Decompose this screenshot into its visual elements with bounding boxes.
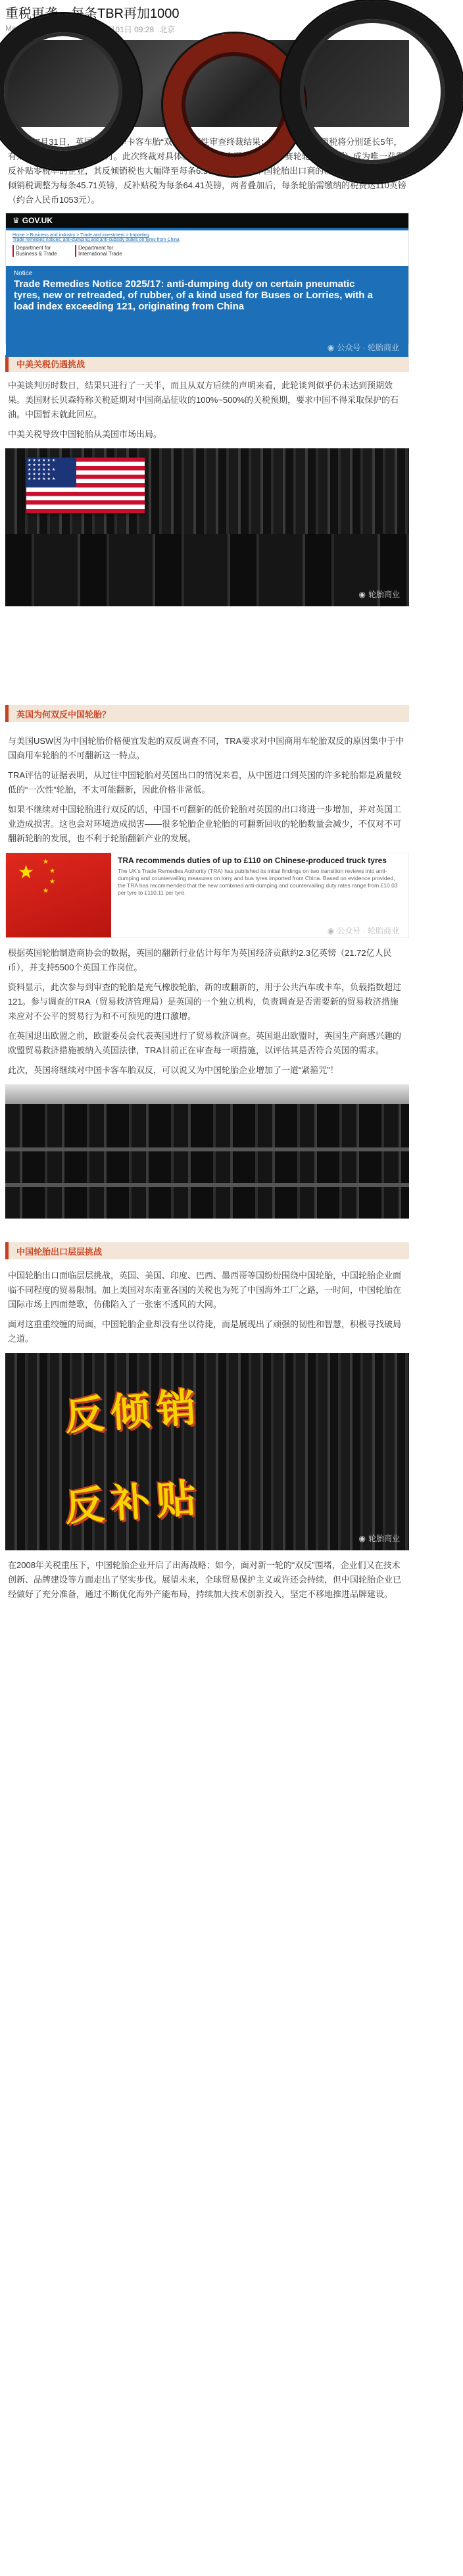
s3-paragraph-3: 在2008年关税重压下，中国轮胎企业开启了出海战略；如今，面对新一轮的“双反”围堵，企业们又在技术创新、品牌建设等方面走出了坚实步伐。展望未来，全球贸易保护主义或许还会持续，但中国轮胎企业已经做好了充分准备，通过不断优化海外产能布局，持续加大技术创新投入，坚定不移地推进品牌建设。 — [8, 1560, 402, 1599]
china-flag: ★ ★ ★ ★ ★ — [6, 853, 111, 937]
tyre-stack-image — [5, 1084, 409, 1219]
s3-watermark — [359, 1533, 401, 1544]
s3-paragraph-2: 面对这重重绞缠的局面，中国轮胎企业却没有坐以待毙，而是展现出了顽强的韧性和智慧，积极寻找破局之道。 — [8, 1319, 402, 1344]
s1-paragraph-1: 中美谈判历时数日，结果只进行了一天半，而且从双方后续的声明来看，此轮谈判似乎仍未达到预期效果。美国财长贝森特称关税延期对中国商品征收的100%~500%的关税预期，要求中国不得采取保护的石油。中国暂未就此回应。 — [8, 381, 399, 419]
watermark-text: 公众号 · 轮胎商业 — [337, 926, 399, 935]
crown-icon: ♛ — [12, 216, 20, 225]
govuk-notice-screenshot — [5, 213, 409, 352]
s2-paragraph-7: 此次，英国将继续对中国卡客车胎双反，可以说又为中国轮胎企业增加了一道“紧箍咒”！ — [8, 1065, 339, 1075]
stamp-anti-dumping: 反倾销 — [63, 1384, 205, 1440]
s2-paragraph-1: 与美国USW因为中国轮胎价格便宜发起的双反调查不同，TRA要求对中国商用车轮胎双反的原因集中于中国商用车轮胎的不可翻新这一特点。 — [8, 736, 404, 760]
s2-paragraph-6: 在英国退出欧盟之前，欧盟委员会代表英国进行了贸易救济调查。英国退出欧盟时，英国生产商感兴趣的欧盟贸易救济措施被纳入英国法律，TRA目前正在审查每一项措施，以评估其是否符合英国的需求。 — [8, 1031, 402, 1055]
us-flag-tyres-image — [5, 448, 409, 606]
stamp-anti-subsidy: 反补贴 — [63, 1475, 205, 1531]
wechat-icon: ◉ — [327, 342, 335, 352]
govuk-watermark — [328, 342, 399, 353]
s1-paragraph-2: 中美关税导致中国轮胎从美国市场出局。 — [8, 429, 162, 439]
article-title: 重税再袭，每条TBR再加1000 — [5, 7, 180, 21]
dept-business-trade: Department for Business & Trade — [12, 245, 62, 257]
watermark-text: 轮胎商业 — [368, 1534, 400, 1543]
dept-international-trade: Department for International Trade — [75, 245, 131, 257]
watermark-text: 轮胎商业 — [368, 590, 400, 599]
tra-news-image — [5, 853, 409, 938]
us-flag: ★★★★★★ ★★★★★ ★★★★★★ ★★★★★ ★★★★★★ — [26, 458, 145, 513]
section-heading-2: 英国为何双反中国轮胎？ — [5, 705, 409, 722]
news-headline[interactable]: TRA recommends duties of up to £110 on Chinese-produced truck tyres — [118, 856, 387, 865]
hero-tyre-image — [5, 40, 409, 127]
author: Maggie — [5, 24, 32, 33]
wechat-icon: ◉ — [327, 926, 335, 935]
account-link[interactable]: 轮胎商业 — [36, 25, 68, 34]
news-watermark — [328, 925, 399, 936]
anti-dumping-stamp-image — [5, 1353, 409, 1550]
publish-date: 2025年08月01日 09:28 — [73, 25, 155, 34]
s3-paragraph-1: 中国轮胎出口面临层层挑战，英国、美国、印度、巴西、墨西哥等国纷纷围绕中国轮胎，中国轮胎企业面临不同程度的贸易限制。加上美国对东南亚各国的关税也为死了中国海外工厂之路，一时间，中国轮胎在国际市场上四面楚歌，仿佛陷入了一张密不透风的大网。 — [8, 1271, 402, 1309]
section-heading-1: 中美关税仍遇挑战 — [5, 355, 409, 372]
notice-headline: Trade Remedies Notice 2025/17: anti-dumping duty on certain pneumatic tyres, new or retreaded, of rubber, of a kind used for Buses or Lorries, with a load index exceeding 121, originating from China — [14, 278, 373, 312]
wechat-icon: ◉ — [358, 1533, 366, 1543]
s2-paragraph-3: 如果不继续对中国轮胎进行双反的话，中国不可翻新的低价轮胎对英国的出口将进一步增加，并对英国工业造成损害。这也会对环境造成损害——很多轮胎企业轮胎的可翻新回收的轮胎数量会减少，不仅对不可翻新轮胎的发展，也不利于轮胎翻新产业的发展。 — [8, 804, 402, 843]
s1-watermark — [359, 589, 401, 600]
news-body: The UK's Trade Remedies Authority (TRA) has published its initial findings on two transition reviews into anti-dumping and countervailing measures on lorry and bus tyres imported from China. Based on evidence provided, the TRA has recommended that the new combined anti-dumping and countervailing duty rates range from £10.03 per tyre to £110.11 per tyre. — [118, 868, 398, 896]
section-heading-3: 中国轮胎出口层层挑战 — [5, 1242, 409, 1259]
wechat-icon: ◉ — [358, 589, 366, 599]
s2-paragraph-4: 根据英国轮胎制造商协会的数据，英国的翻新行业估计每年为英国经济贡献约2.3亿英镑（21.72亿人民币），并支持5500个英国工作岗位。 — [8, 948, 392, 972]
star-icon: ★ — [18, 862, 35, 882]
publish-location: 北京 — [159, 25, 176, 34]
watermark-text: 公众号 · 轮胎商业 — [337, 343, 399, 352]
govuk-breadcrumb[interactable]: Home > Business and industry > Trade and investment > Importing — [12, 233, 149, 238]
govuk-breadcrumb-sub[interactable]: Trade remedies notices: anti-dumping and anti-subsidy duties on tyres from China — [12, 238, 180, 242]
intro-paragraph: 2025年7月31日，英国发布对华卡客车胎“双反”过渡性审查终裁结果：反补贴和反倾销税将分别延长5年，有效期至2028年10月和11月。此次终裁对具体税率作出重大调整，其中，赛轮轮胎（中国）成为唯一获得反补贴零税率的企业，其反倾销税也大幅降至每条6.55英镑，其余中国轮胎出口商的税率则显著提高：反倾销税调整为每条45.71英镑，反补贴税为每条64.41英镑，两者叠加后，每条轮胎需缴纳的税费达110英镑（约合人民币1053元）。 — [8, 137, 406, 205]
s2-paragraph-5: 资料显示，此次参与到审查的轮胎是充气橡胶轮胎，新的或翻新的，用于公共汽车或卡车，负载指数超过121。参与调查的TRA（贸易救济管理局）是英国的一个独立机构，负责调查是否需要新的贸易救济措施来应对不公平的贸易行为和不可预见的进口激增。 — [8, 982, 402, 1021]
govuk-notice-banner — [6, 266, 408, 357]
notice-label: Notice — [14, 270, 33, 277]
govuk-site-name: GOV.UK — [22, 216, 53, 225]
govuk-header — [6, 213, 408, 230]
s2-paragraph-2: TRA评估的证据表明，从过往中国轮胎对英国出口的情况来看，从中国进口到英国的许多轮胎都是质量较低的“一次性”轮胎，不太可能翻新，因此价格非常低。 — [8, 770, 402, 795]
